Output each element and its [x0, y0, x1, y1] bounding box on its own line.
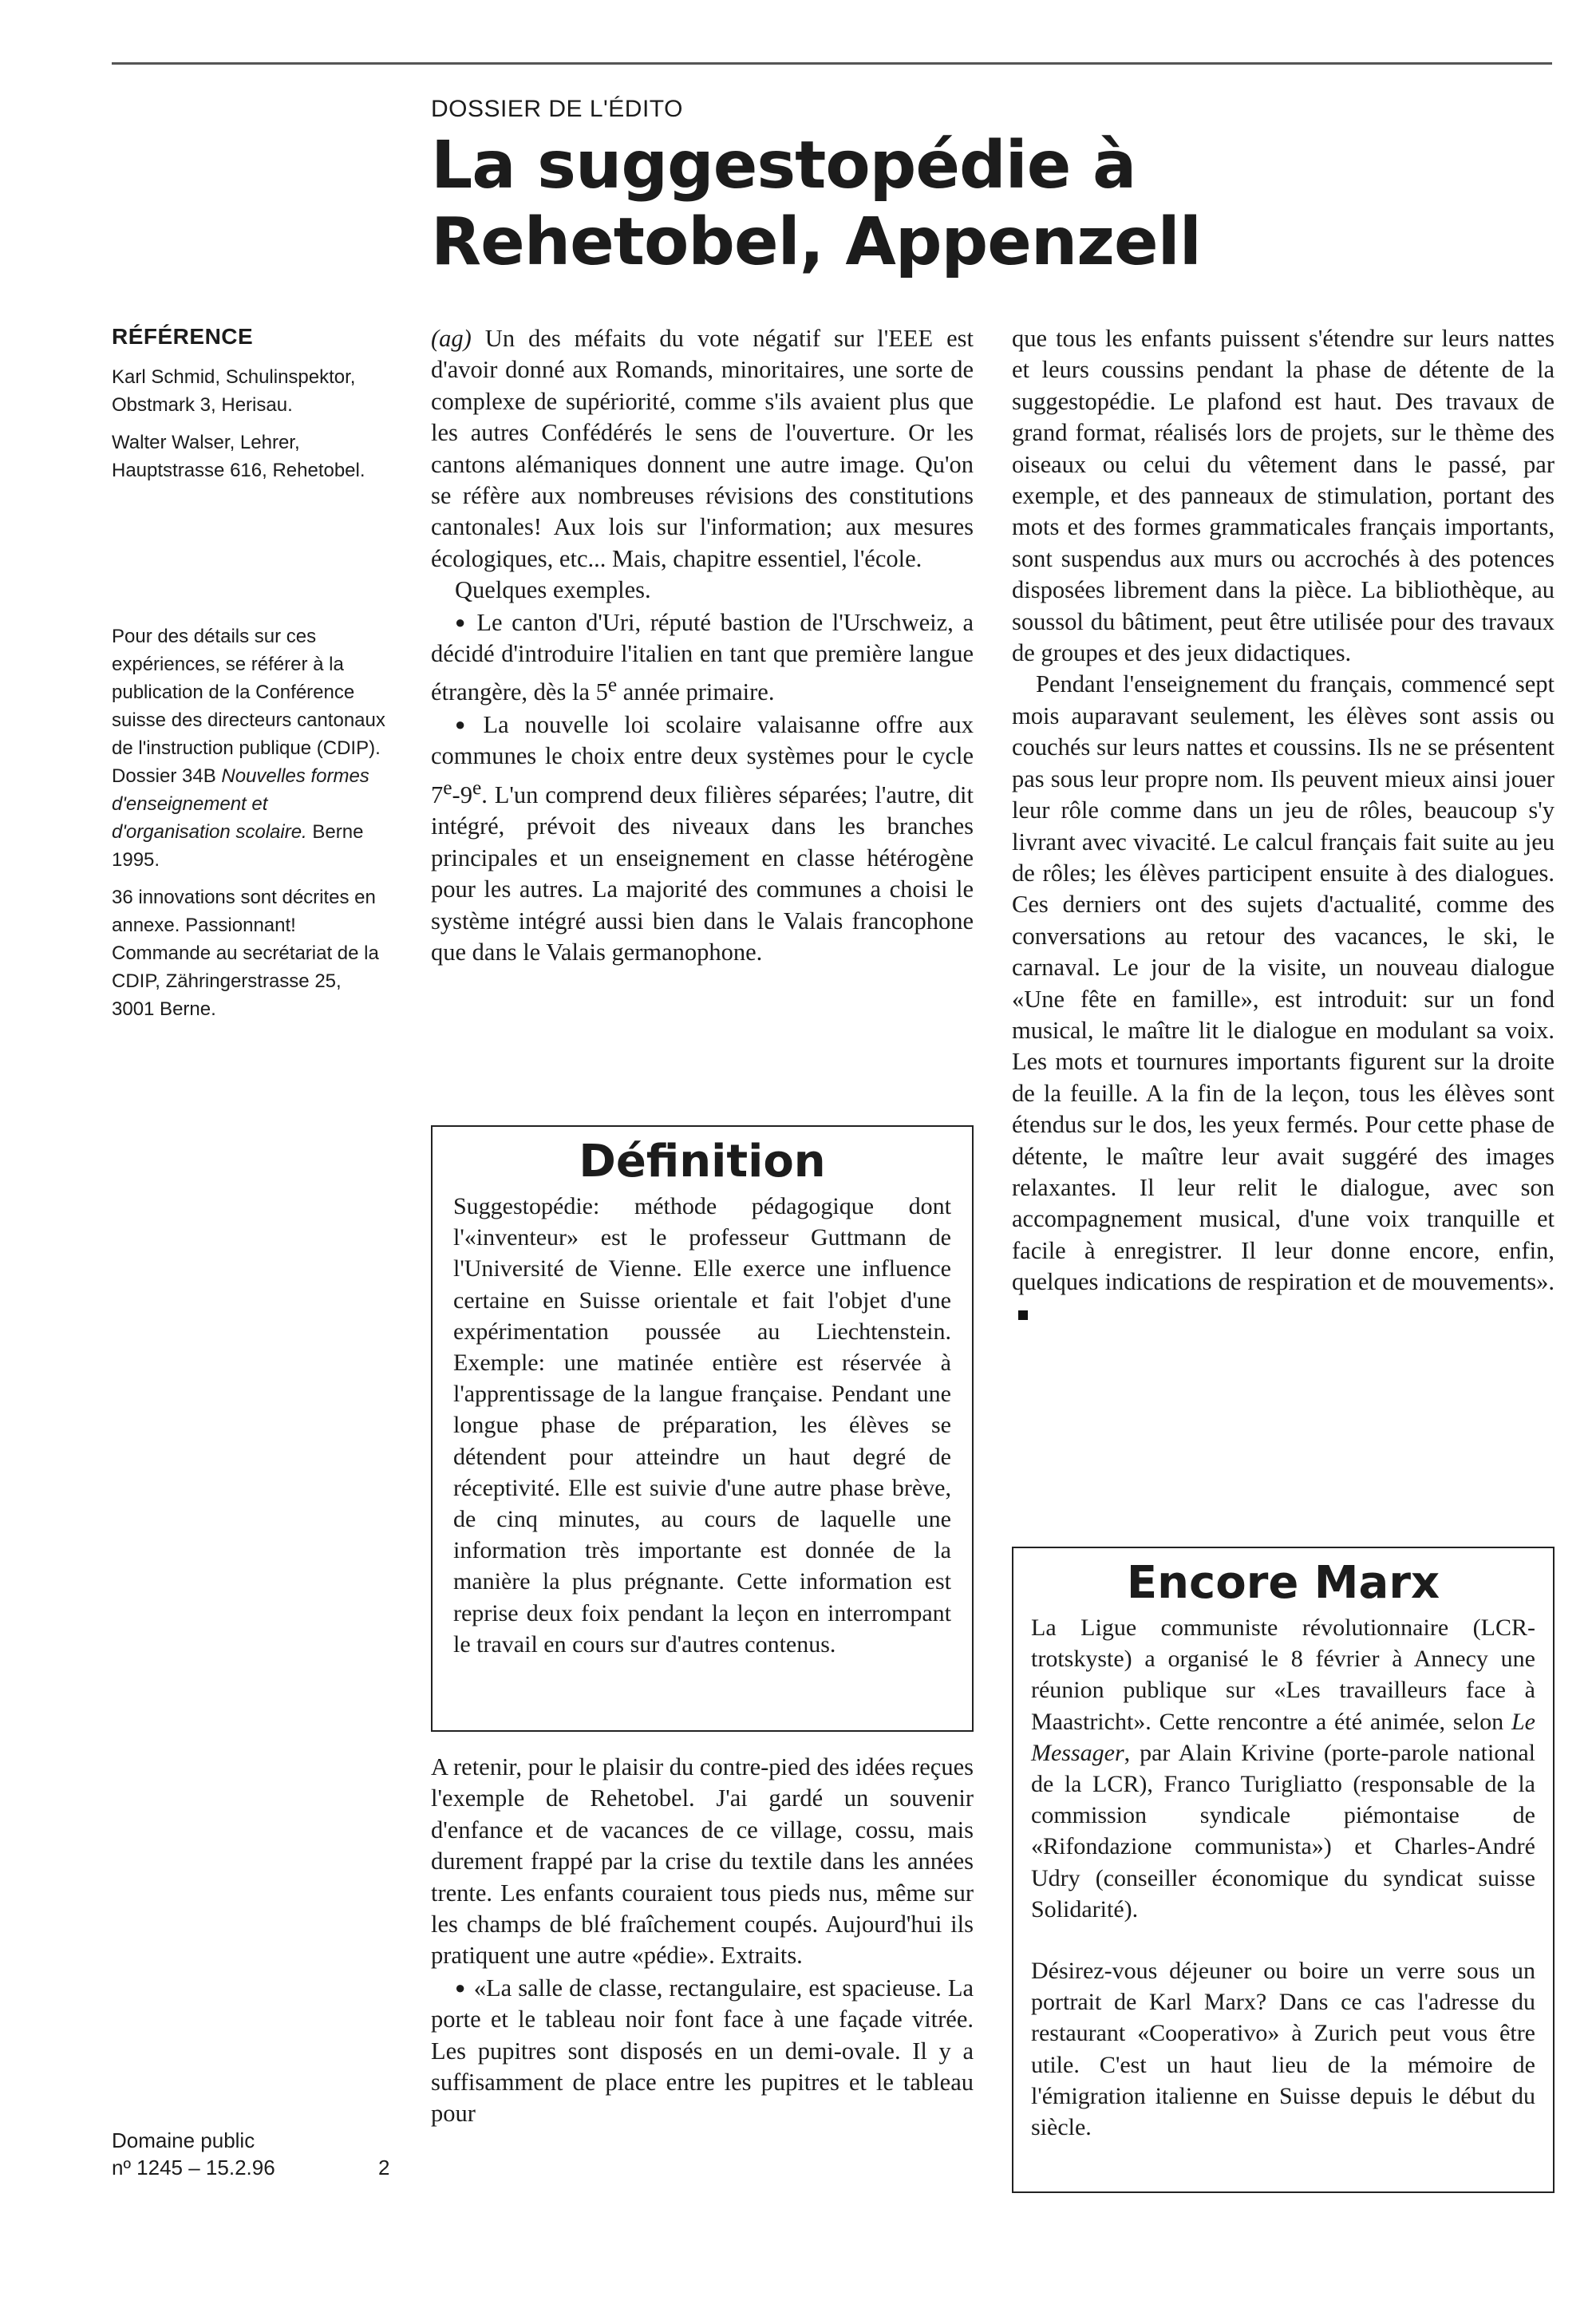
reference-heading: RÉFÉRENCE	[112, 324, 254, 349]
reference-walter-walser: Walter Walser, Lehrer, Hauptstrasse 616, Rehetobel.	[112, 432, 365, 481]
article-paragraph: Pendant l'enseignement du français, commencé sept mois auparavant seulement, les élèves sont assis ou couchés sur leurs nattes et coussins. Ils ne se présentent pas sous leur propre nom. Ils peuvent mieux ainsi jouer leur rôle comme dans un jeu de rôles, beaucoup s'y livrant avec vivacité. Le calcul français fait suite au jeu de rôles; les élèves participent ensuite à des dialogues. Ces derniers ont des sujets d'actualité, comme des conversations au retour des vacances, le ski, le carnaval. Le jour de la visite, un nouveau dialogue «Une fête en famille», est introduit: sur un fond musical, le maître lit le dialogue en modulant sa voix. Les mots et tournures importants figurent sur la droite de la feuille. A la fin de la leçon, tous les élèves sont étendus sur le dos, les yeux fermés. Pour cette phase de détente, le maître leur avait suggéré des images relaxantes. Il leur relit le dialogue, avec son accompagnement musical, d'une voix tranquille et facile à enregistrer. Il leur donne encore, enfin, quelques indications de respiration et de mouvements».	[1012, 669, 1555, 1330]
article-paragraph: que tous les enfants puissent s'étendre sur leurs nattes et leurs coussins pendant la phase de détente de la suggestopédie. Le plafond est haut. Des travaux de grand format, réalisés lors de projets, sur le thème des oiseaux ou celui du vêtement dans le passé, par exemple, et des panneaux de stimulation, portant des mots et des formes grammaticales français importants, sont suspendus aux murs ou accrochés à des potences disposées librement dans la pièce. La bibliothèque, au soussol du bâtiment, peut être utilisée pour des travaux de groupes et des jeux didactiques.	[1012, 325, 1555, 667]
article-paragraph: Quelques exemples.	[455, 576, 651, 604]
issue-number: nº 1245 – 15.2.96	[112, 2156, 275, 2179]
marx-paragraph: La Ligue communiste révolutionnaire (LCR-trotskyste) a organisé le 8 février à Annecy une réunion publique sur «Les travailleurs face à Maastricht». Cette rencontre a été animée, selon Le Messager, par Alain Krivine (porte-parole national de la LCR), Franco Turigliatto (responsable de la commission syndicale piémontaise de «Rifondazione communista») et Charles-André Udry (conseiller économique du syndicat suisse Solidarité).	[1031, 1614, 1535, 1923]
reference-sidebar	[112, 322, 387, 494]
article-headline	[431, 128, 1201, 281]
definition-title: Définition	[579, 1136, 826, 1188]
headline-line-1: La suggestopédie à	[431, 128, 1136, 204]
article-column-1-top	[431, 323, 974, 968]
end-of-article-mark	[1018, 1310, 1028, 1320]
top-rule	[112, 62, 1552, 65]
bullet-item-valais: ● La nouvelle loi scolaire valaisanne offre aux communes le choix entre deux systèmes pour le cycle 7e-9e. L'un comprend deux filières séparées; l'autre, dit intégré, prévoit des niveaux dans les branches principales et un enseignement en classe hétérogène pour les autres. La majorité des communes a choisi le système intégré aussi bien dans le Valais francophone que dans le Valais germanophone.	[431, 709, 974, 968]
definition-box	[431, 1125, 974, 1732]
bullet-item-classroom: ● «La salle de classe, rectangulaire, est spacieuse. La porte et le tableau noir font face à une façade vitrée. Les pupitres sont disposés en un demi-ovale. Il y a suffisamment de place entre les pupitres et le tableau pour	[431, 1972, 974, 2130]
reference-karl-schmid: Karl Schmid, Schulinspektor, Obstmark 3, Herisau.	[112, 366, 356, 416]
marx-paragraph: Désirez-vous déjeuner ou boire un verre sous un portrait de Karl Marx? Dans ce cas l'adresse du restaurant «Cooperativo» à Zurich peut vous être utile. C'est un haut lieu de la mémoire de l'émigration italienne en Suisse depuis le début du siècle.	[1031, 1958, 1535, 2141]
encore-marx-box	[1012, 1547, 1555, 2193]
article-paragraph: (ag) Un des méfaits du vote négatif sur l'EEE est d'avoir donné aux Romands, minoritaires, une sorte de complexe de supériorité, comme s'ils avaient plus que les autres Confédérés le sens de l'ouverture. Or les cantons alémaniques donnent une autre image. Qu'on se réfère aux nombreuses révisions des constitutions cantonales! Aux lois sur l'information; aux mesures écologiques, etc... Mais, chapitre essentiel, l'école.	[431, 325, 974, 572]
innovations-note: 36 innovations sont décrites en annexe. Passionnant! Commande au secrétariat de la CDIP, Zähringerstrasse 25, 3001 Berne.	[112, 887, 379, 1020]
headline-line-2: Rehetobel, Appenzell	[431, 204, 1201, 280]
article-paragraph: A retenir, pour le plaisir du contre-pied des idées reçues l'exemple de Rehetobel. J'ai gardé un souvenir d'enfance et de vacances de ce village, cossu, mais durement frappé par la crise du textile dans les années trente. Les enfants couraient tous pieds nus, même sur les champs de blé fraîchement coupés. Aujourd'hui ils pratiquent une autre «pédie». Extraits.	[431, 1753, 974, 1970]
page-number: 2	[378, 2156, 390, 2179]
publication-name: Domaine public	[112, 2128, 255, 2152]
definition-body	[453, 1191, 951, 1660]
article-column-1-bottom	[431, 1752, 974, 2130]
bullet-item-uri: ● Le canton d'Uri, réputé bastion de l'Urschweiz, a décidé d'introduire l'italien en tant que première langue étrangère, dès la 5e année primaire.	[431, 607, 974, 709]
encore-marx-body	[1031, 1612, 1535, 2143]
footer-publication	[112, 2127, 275, 2181]
cdip-note	[112, 622, 387, 1033]
definition-text: Suggestopédie: méthode pédagogique dont l'«inventeur» est le professeur Guttmann de l'Université de Vienne. Elle exerce une influence certaine en Suisse orientale et fait l'objet d'une expérimentation poussée au Liechtenstein. Exemple: une matinée entière est réservée à l'apprentissage de la langue française. Pendant une longue phase de préparation, les élèves se détendent pour atteindre un haut degré de réceptivité. Elle est suivie d'une autre phase brève, de cinq minutes, au cours de laquelle une information très importante est donnée de la manière la plus prégnante. Cette information est reprise deux foix pendant la leçon en interrompant le travail en cours sur d'autres contenus.	[453, 1193, 951, 1658]
section-kicker: DOSSIER DE L'ÉDITO	[431, 96, 683, 122]
encore-marx-title: Encore Marx	[1126, 1557, 1440, 1609]
article-column-2	[1012, 323, 1555, 1330]
cdip-note-text: Pour des détails sur ces expériences, se référer à la publication de la Conférence suisse des directeurs cantonaux de l'instruction publique (CDIP). Dossier 34B Nouvelles formes d'enseignement et d'organisation scolaire. Berne 1995.	[112, 626, 385, 871]
